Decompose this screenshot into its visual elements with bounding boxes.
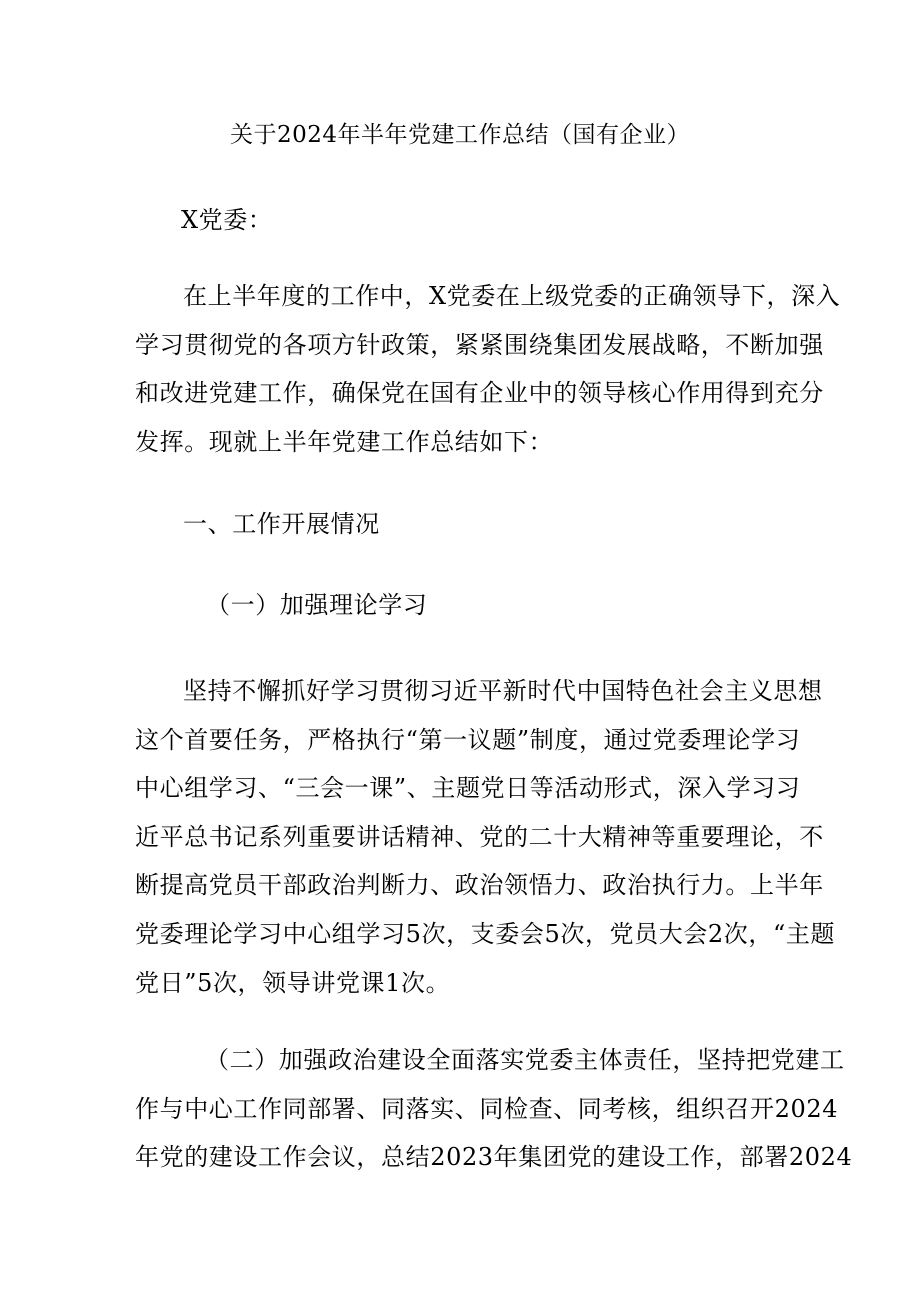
intro-line-1: 在上半年度的工作中，X党委在上级党委的正确领导下，深入 bbox=[183, 282, 841, 310]
subsection2-line-2: 作与中心工作同部署、同落实、同检查、同考核，组织召开2024 bbox=[135, 1094, 839, 1123]
subsection2-paragraph bbox=[135, 1036, 853, 1182]
subsection1-line-2: 这个首要任务，严格执行“第一议题”制度，通过党委理论学习 bbox=[135, 725, 801, 754]
subsection1-line-3: 中心组学习、“三会一课”、主题党日等活动形式，深入学习习 bbox=[135, 774, 801, 803]
intro-line-2: 学习贯彻党的各项方针政策，紧紧围绕集团发展战略，不断加强 bbox=[135, 330, 824, 359]
section-heading-1: 一、工作开展情况 bbox=[183, 510, 380, 538]
intro-line-3: 和改进党建工作，确保党在国有企业中的领导核心作用得到充分 bbox=[135, 379, 824, 408]
subsection1-line-1: 坚持不懈抓好学习贯彻习近平新时代中国特色社会主义思想 bbox=[183, 677, 823, 705]
subsection2-line-3: 年党的建设工作会议，总结2023年集团党的建设工作，部署2024 bbox=[135, 1143, 853, 1172]
intro-line-4: 发挥。现就上半年党建工作总结如下： bbox=[135, 427, 554, 456]
subsection2-line-1: （二）加强政治建设全面落实党委主体责任，坚持把党建工 bbox=[205, 1046, 845, 1074]
intro-paragraph bbox=[135, 272, 841, 466]
subsection1-line-5: 断提高党员干部政治判断力、政治领悟力、政治执行力。上半年 bbox=[135, 871, 824, 900]
subsection1-line-6: 党委理论学习中心组学习5次，支委会5次，党员大会2次，“主题 bbox=[135, 919, 836, 948]
subsection1-line-7: 党日”5次，领导讲党课1次。 bbox=[135, 968, 451, 997]
greeting: X党委： bbox=[181, 206, 273, 234]
subsection1-line-4: 近平总书记系列重要讲话精神、党的二十大精神等重要理论，不 bbox=[135, 822, 824, 851]
subsection1-paragraph bbox=[135, 667, 836, 1007]
document-title: 关于2024年半年党建工作总结（国有企业） bbox=[229, 122, 691, 148]
subsection-heading-1: （一）加强理论学习 bbox=[206, 591, 428, 619]
